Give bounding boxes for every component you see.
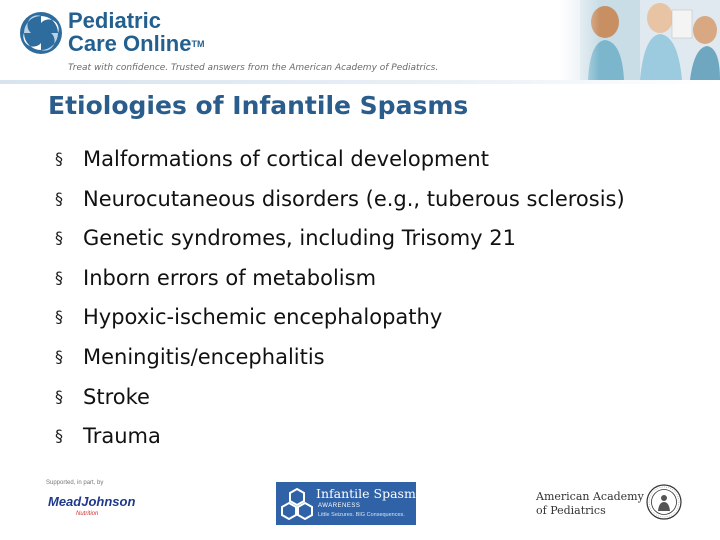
sponsor-name-part-a: Mead xyxy=(48,494,82,509)
brand-name-line1: Pediatric xyxy=(68,8,161,33)
sponsor-logo xyxy=(46,480,156,526)
campaign-logo xyxy=(276,482,423,525)
list-item-text: Neurocutaneous disorders (e.g., tuberous sclerosis) xyxy=(83,186,625,211)
aap-name-line1: American Academy xyxy=(536,490,644,503)
list-item-text: Meningitis/encephalitis xyxy=(83,344,325,369)
list-item-text: Inborn errors of metabolism xyxy=(83,265,377,290)
brand-name-line2: Care Online™ xyxy=(68,31,205,56)
bullet-marker: § xyxy=(55,346,63,366)
bullet-marker: § xyxy=(55,267,63,287)
aap-name-line2: of Pediatrics xyxy=(536,504,606,517)
list-item-text: Stroke xyxy=(83,384,150,409)
sponsor-name-part-b: Johnson xyxy=(81,494,136,509)
bullet-marker: § xyxy=(55,188,63,208)
sponsor-wordmark xyxy=(48,494,135,509)
trademark-mark: TM xyxy=(191,39,205,49)
bullet-marker: § xyxy=(55,386,63,406)
bullet-marker: § xyxy=(55,228,63,248)
swirl-logo-icon xyxy=(18,10,64,56)
campaign-subtitle: AWARENESS xyxy=(318,503,361,509)
bullet-marker: § xyxy=(55,426,63,446)
header-divider xyxy=(0,80,720,84)
sponsor-caption: Supported, in part, by xyxy=(46,480,104,486)
bullet-marker: § xyxy=(55,307,63,327)
campaign-slogan: Little Seizures. BIG Consequences. xyxy=(318,512,405,518)
list-item-text: Genetic syndromes, including Trisomy 21 xyxy=(83,226,517,251)
list-item-text: Trauma xyxy=(83,424,161,449)
hexagon-molecule-icon xyxy=(280,486,314,521)
clinicians-photo xyxy=(560,0,720,80)
list-item-text: Malformations of cortical development xyxy=(83,147,489,171)
brand-tagline: Treat with confidence. Trusted answers from the American Academy of Pediatrics. xyxy=(68,63,439,73)
list-item-text: Hypoxic-ischemic encephalopathy xyxy=(83,305,443,330)
slide-header xyxy=(0,0,720,82)
aap-logo xyxy=(536,484,686,524)
slide-title: Etiologies of Infantile Spasms xyxy=(48,91,469,120)
aap-seal-icon xyxy=(646,484,682,520)
campaign-title: Infantile Spasms xyxy=(316,486,423,501)
sponsor-subtitle: Nutrition xyxy=(76,511,99,517)
bullet-marker: § xyxy=(55,149,63,168)
